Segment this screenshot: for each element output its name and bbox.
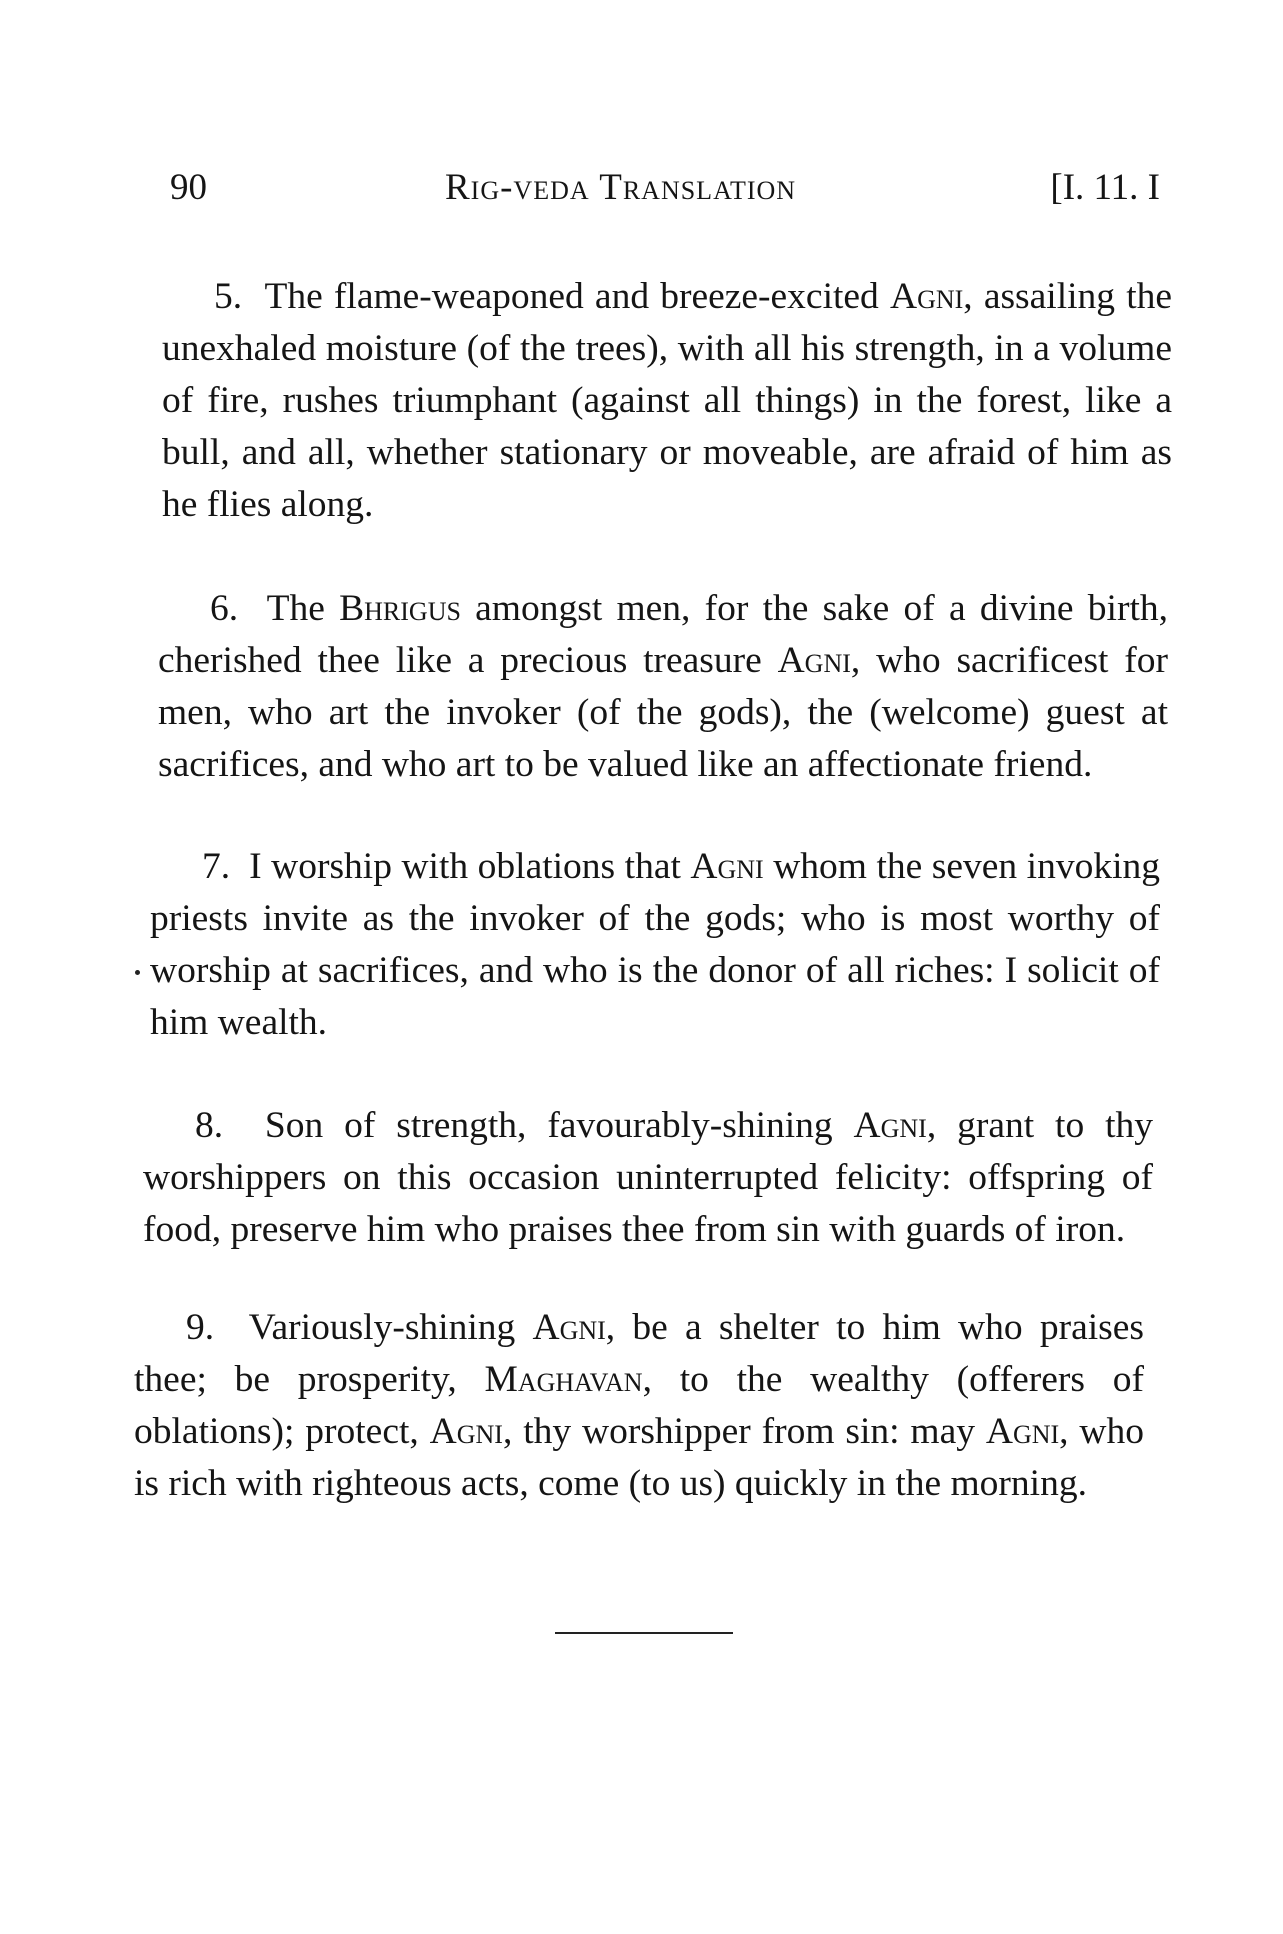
verse-text: , grant to thy worshippers on this occasion uninterrupted felicity: offspring of food, preserve him who praises thee from sin with guards of iron. — [143, 1104, 1153, 1250]
deity-name: Agni — [985, 1410, 1060, 1452]
verse-text: , who sacrificest for men, who art the invoker (of the gods), the (welcome) guest at sacrifices, and who art to be valued like an affectionate friend. — [158, 639, 1168, 785]
deity-name: Agni — [889, 275, 964, 317]
deity-name: Maghavan — [484, 1358, 643, 1400]
verse-text: , be a shelter to him who praises thee; be prosperity, — [134, 1306, 1144, 1400]
verse-5 — [162, 271, 1172, 531]
verse-text: , to the wealthy (offerers of oblations); protect, — [134, 1358, 1144, 1452]
verse-text: The flame-weaponed and breeze-excited — [264, 275, 890, 317]
deity-name: Agni — [853, 1104, 927, 1146]
verse-text: Son of strength, favourably-shining — [264, 1104, 854, 1146]
running-title: Rig-veda Translation — [445, 167, 797, 208]
verse-number: 5. — [214, 275, 243, 317]
verse-7 — [150, 841, 1160, 1049]
end-of-hymn-rule — [555, 1632, 733, 1634]
verse-text: , thy worshipper from sin: may — [502, 1410, 986, 1452]
page-header — [170, 158, 1160, 218]
verse-text: , assailing the unexhaled moisture (of the trees), with all his strength, in a volume of fire, rushes triumphant (against all things) in the forest, like a bull, and all, whether stationary or moveable, are afraid of him as he flies along. — [162, 275, 1173, 525]
margin-mark — [135, 970, 140, 975]
verse-8 — [143, 1100, 1153, 1256]
page-number: 90 — [170, 167, 207, 208]
verse-text: amongst men, for the sake of a divine birth, cherished thee like a precious treasure — [158, 587, 1168, 681]
verse-text: whom the seven invoking priests invite as the invoker of the gods; who is most worthy of worship at sacrifices, and who is the donor of all riches: I solicit of him wealth. — [150, 845, 1160, 1043]
verse-text: Variously-shining — [248, 1306, 533, 1348]
verse-9 — [134, 1302, 1144, 1510]
verse-number: 9. — [186, 1306, 215, 1348]
verse-text: , who is rich with righteous acts, come (to us) quickly in the morning. — [134, 1410, 1144, 1504]
verse-text: I worship with oblations that — [249, 845, 691, 887]
verse-number: 8. — [195, 1104, 224, 1146]
verse-6 — [158, 583, 1168, 791]
deity-name: Agni — [429, 1410, 503, 1452]
verse-number: 7. — [202, 845, 231, 887]
verse-number: 6. — [210, 587, 239, 629]
deity-name: Agni — [777, 639, 851, 681]
deity-name: Agni — [532, 1306, 606, 1348]
section-reference: [I. 11. I — [1050, 167, 1160, 208]
clan-name: Bhrigus — [339, 587, 461, 629]
deity-name: Agni — [690, 845, 764, 887]
verse-text: The — [266, 587, 340, 629]
